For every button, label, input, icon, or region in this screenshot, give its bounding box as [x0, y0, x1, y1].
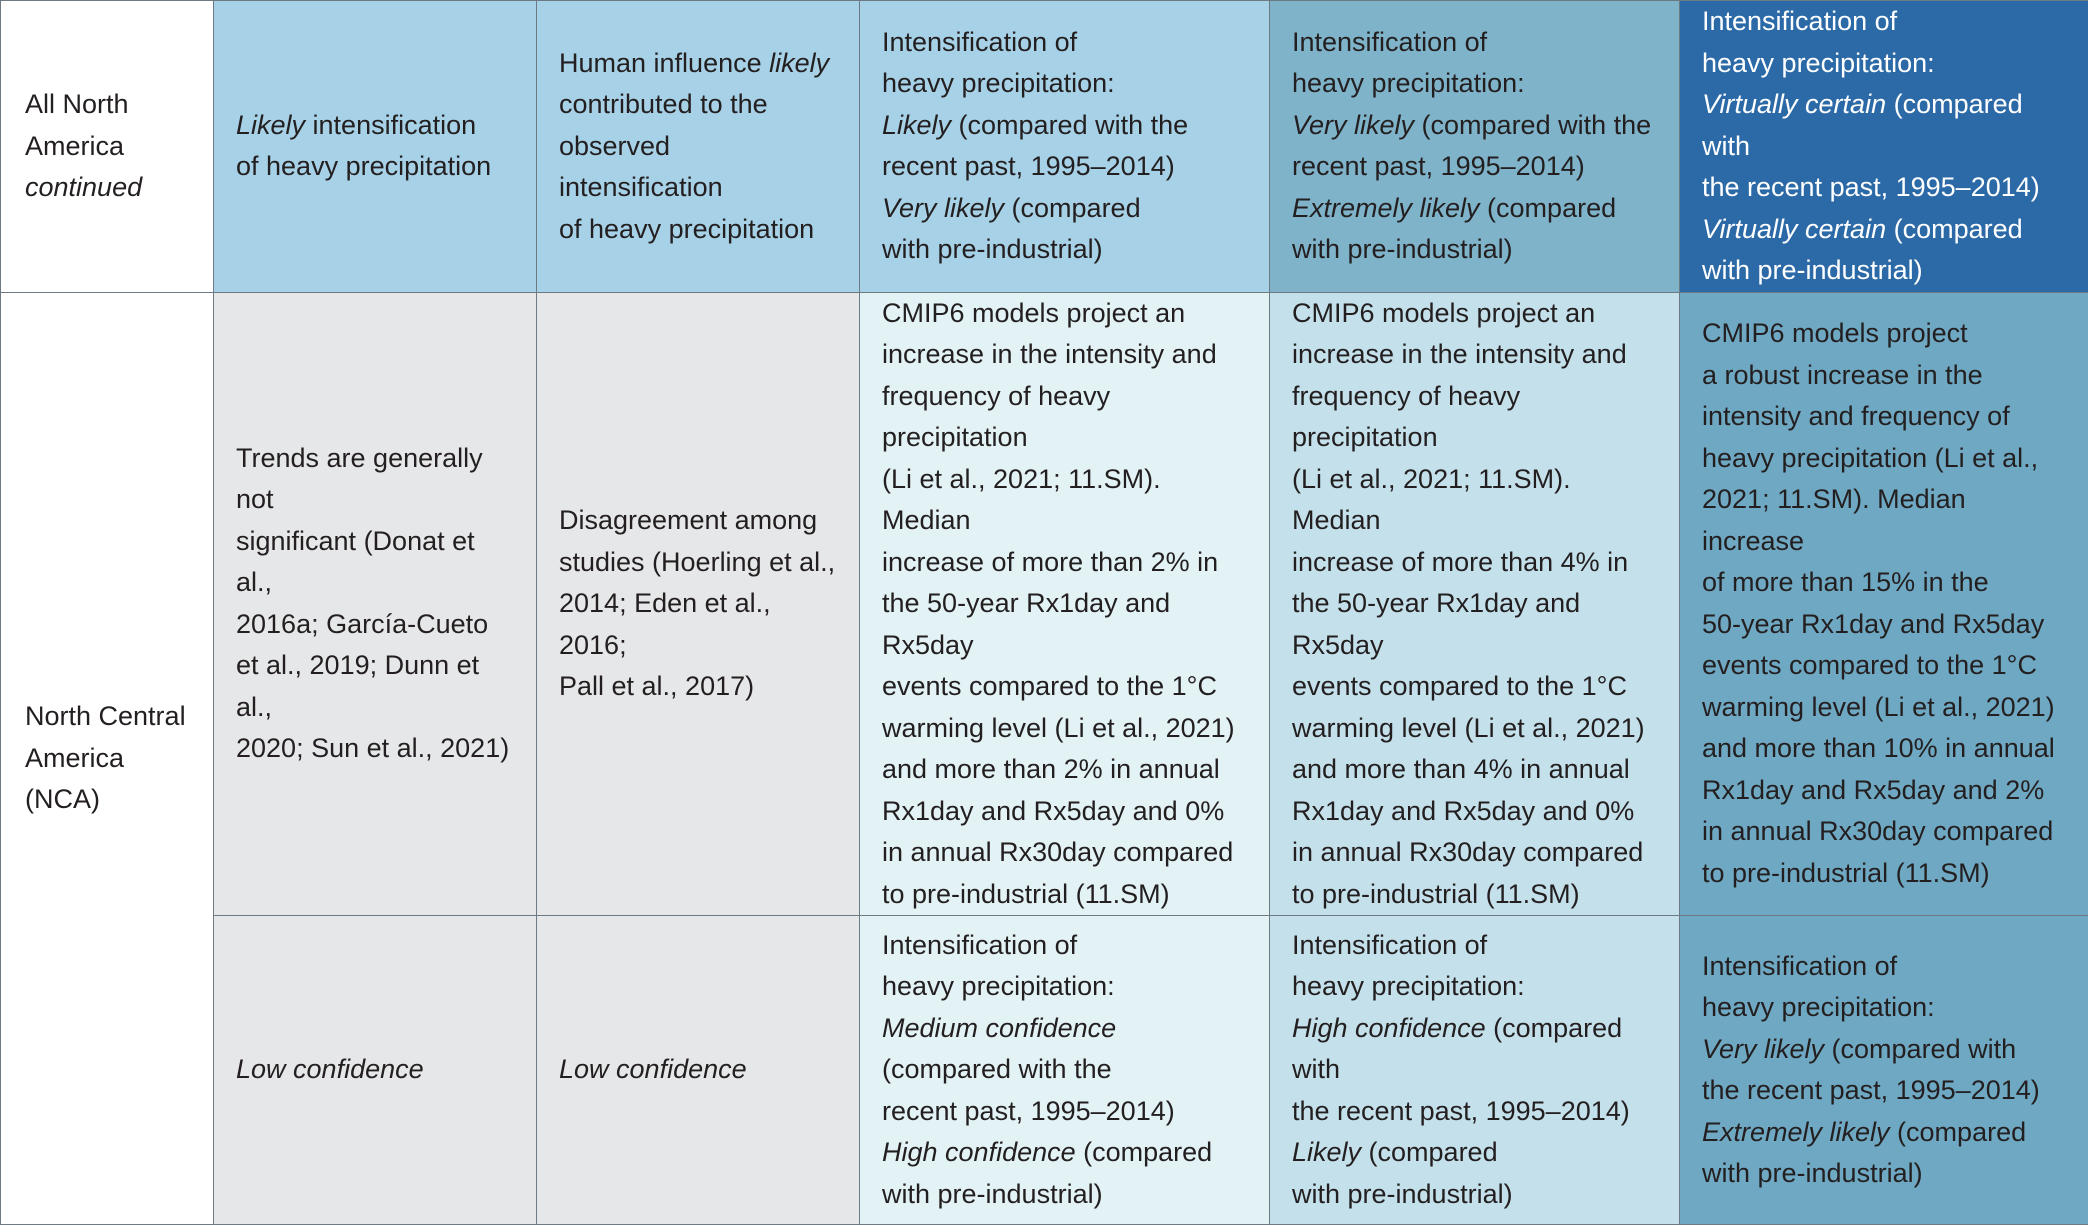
nca-assessment-row [1, 916, 2088, 1225]
header-row-all-north-america [1, 1, 2088, 293]
projection-1-5c-evidence-cell [860, 292, 1270, 916]
projection-likelihood-recent: Likely [882, 110, 951, 140]
attribution-evidence-text: Disagreement among studies (Hoerling et al., 2014; Eden et al., 2016; Pall et al., 2017) [559, 500, 841, 708]
projection-text-preindustrial: (compared with pre-industrial) [882, 193, 1141, 265]
region-label-line1: All North [25, 89, 129, 119]
projection-text-preindustrial: (compared with pre-industrial) [882, 1137, 1212, 1209]
projection-text-preindustrial: (compared with pre-industrial) [1702, 214, 2023, 286]
projection-lead-text: Intensification of heavy precipitation: [1292, 930, 1525, 1002]
observed-assessment-cell [214, 916, 537, 1225]
projection-4c-evidence-cell [1680, 292, 2088, 916]
projection-2c-assessment-cell [1270, 916, 1680, 1225]
projection-text-preindustrial: (compared with pre-industrial) [1292, 193, 1616, 265]
projection-lead-text: Intensification of heavy precipitation: [882, 930, 1115, 1002]
projection-evidence-text: CMIP6 models project an increase in the intensity and frequency of heavy precipitation (Li et al., 2021; 11.SM). Median increase of more than 2% in the 50-year Rx1day and Rx5day events compared to the 1°C warming level (Li et al., 2021) and more than 2% in annual Rx1day and Rx5day and 0% in annual Rx30day compared to pre-industrial (11.SM) [882, 293, 1251, 916]
projection-1-5c-cell [860, 1, 1270, 293]
region-label-nca: North Central America (NCA) [25, 696, 195, 821]
observed-evidence-cell [214, 292, 537, 916]
projection-confidence-recent: Medium confidence [882, 1013, 1116, 1043]
projection-text-recent: (compared with the recent past, 1995–2014) [1702, 89, 2040, 202]
observed-likelihood-term: Likely [236, 110, 305, 140]
projection-text-recent: (compared with the recent past, 1995–2014) [1292, 110, 1651, 182]
projection-text-recent: (compared with the recent past, 1995–2014) [1702, 1034, 2040, 1106]
projection-confidence-recent: High confidence [1292, 1013, 1486, 1043]
attribution-text-pre: Human influence [559, 48, 769, 78]
observed-evidence-text: Trends are generally not significant (Donat et al., 2016a; García-Cueto et al., 2019; Dunn et al., 2020; Sun et al., 2021) [236, 438, 518, 770]
projection-2c-cell [1270, 1, 1680, 293]
projection-text-preindustrial: (compared with pre-industrial) [1292, 1137, 1513, 1209]
projection-likelihood-recent: Virtually certain [1702, 89, 1886, 119]
region-label-line2: America [25, 131, 124, 161]
projection-likelihood-preindustrial: Very likely [882, 193, 1004, 223]
attribution-likelihood-term: likely [769, 48, 829, 78]
projection-4c-cell [1680, 1, 2088, 293]
attribution-cell [537, 1, 860, 293]
region-label-continued: continued [25, 172, 142, 202]
projection-likelihood-recent: Very likely [1292, 110, 1414, 140]
region-cell-all-north-america [1, 1, 214, 293]
projection-evidence-text: CMIP6 models project a robust increase in the intensity and frequency of heavy precipitation (Li et al., 2021; 11.SM). Median increase of more than 15% in the 50-year Rx1day and Rx5day events compared to the 1°C warming level (Li et al., 2021) and more than 10% in annual Rx1day and Rx5day and 2% in annual Rx30day compared to pre-industrial (11.SM) [1702, 313, 2070, 894]
observed-trend-cell [214, 1, 537, 293]
projection-confidence-preindustrial: High confidence [882, 1137, 1076, 1167]
observed-confidence-text: Low confidence [236, 1054, 424, 1084]
projection-text-recent: (compared with the recent past, 1995–2014) [882, 110, 1188, 182]
projection-lead-text: Intensification of heavy precipitation: [882, 27, 1115, 99]
projection-lead-text: Intensification of heavy precipitation: [1292, 27, 1525, 99]
projection-likelihood-preindustrial: Extremely likely [1702, 1117, 1890, 1147]
region-cell-nca [1, 292, 214, 1225]
projection-4c-assessment-cell [1680, 916, 2088, 1225]
attribution-assessment-cell [537, 916, 860, 1225]
observed-trend-text: intensification of heavy precipitation [236, 110, 491, 182]
attribution-confidence-text: Low confidence [559, 1054, 747, 1084]
attribution-text-post: contributed to the observed intensification of heavy precipitation [559, 89, 814, 244]
projection-text-recent: (compared with the recent past, 1995–2014) [1292, 1013, 1630, 1126]
projection-likelihood-preindustrial: Virtually certain [1702, 214, 1886, 244]
projection-1-5c-assessment-cell [860, 916, 1270, 1225]
projection-text-recent: (compared with the recent past, 1995–2014) [882, 1054, 1175, 1126]
projection-likelihood-preindustrial: Extremely likely [1292, 193, 1480, 223]
projection-likelihood-recent: Very likely [1702, 1034, 1824, 1064]
nca-evidence-row [1, 292, 2088, 916]
projection-2c-evidence-cell [1270, 292, 1680, 916]
projection-text-preindustrial: (compared with pre-industrial) [1702, 1117, 2026, 1189]
attribution-evidence-cell [537, 292, 860, 916]
projection-lead-text: Intensification of heavy precipitation: [1702, 6, 1935, 78]
projection-evidence-text: CMIP6 models project an increase in the intensity and frequency of heavy precipitation (Li et al., 2021; 11.SM). Median increase of more than 4% in the 50-year Rx1day and Rx5day events compared to the 1°C warming level (Li et al., 2021) and more than 4% in annual Rx1day and Rx5day and 0% in annual Rx30day compared to pre-industrial (11.SM) [1292, 293, 1661, 916]
projection-likelihood-preindustrial: Likely [1292, 1137, 1361, 1167]
projection-lead-text: Intensification of heavy precipitation: [1702, 951, 1935, 1023]
